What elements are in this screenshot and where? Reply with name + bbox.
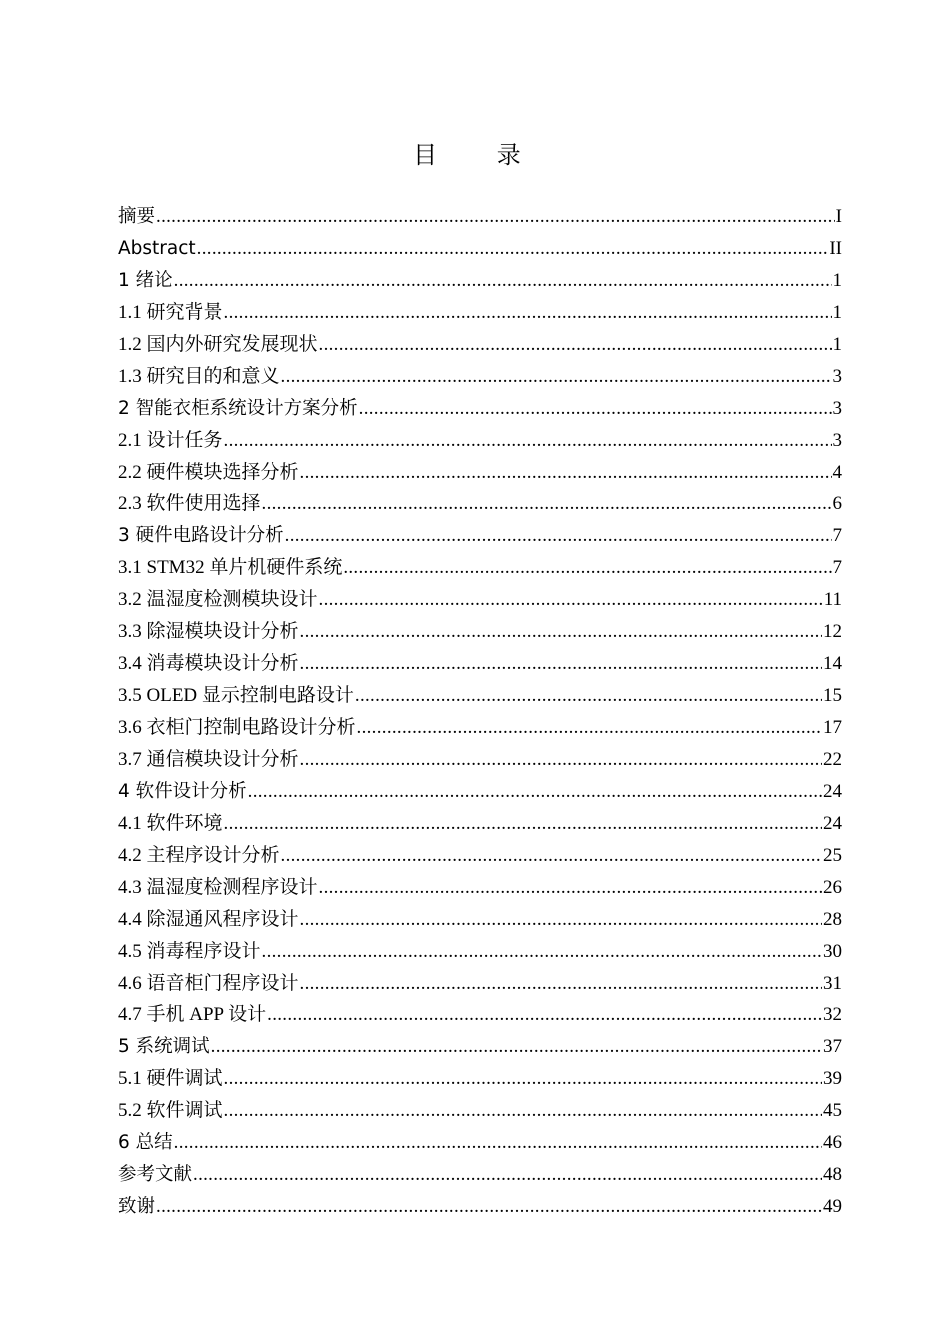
toc-page-number: 26	[823, 876, 842, 898]
toc-entry[interactable]	[118, 808, 842, 840]
toc-entry-label: 4.6 语音柜门程序设计	[118, 972, 299, 994]
toc-entry-label: 3.3 除湿模块设计分析	[118, 621, 299, 643]
toc-dot-leader	[300, 457, 832, 489]
toc-page-number: 11	[823, 589, 842, 611]
toc-page-number: 1	[832, 269, 842, 291]
toc-page-number: 24	[823, 780, 842, 802]
toc-entry-label: 4.1 软件环境	[118, 812, 223, 834]
toc-dot-leader	[319, 872, 822, 904]
toc-entry[interactable]	[118, 744, 842, 776]
toc-dot-leader	[262, 936, 822, 968]
toc-entry-label: 4.7 手机 APP 设计	[118, 1004, 267, 1026]
toc-page-number: 31	[823, 972, 842, 994]
toc-entry[interactable]	[118, 1127, 842, 1159]
toc-entry-label: 1 绪论	[118, 269, 173, 291]
toc-entry-label: 1.1 研究背景	[118, 301, 223, 323]
toc-dot-leader	[300, 744, 822, 776]
toc-entry[interactable]	[118, 936, 842, 968]
toc-entry[interactable]	[118, 840, 842, 872]
toc-entry-label: 2.3 软件使用选择	[118, 493, 261, 515]
toc-entry[interactable]	[118, 968, 842, 1000]
toc-dot-leader	[300, 648, 822, 680]
toc-page-number: 4	[832, 461, 842, 483]
toc-entry[interactable]	[118, 393, 842, 425]
toc-entry[interactable]	[118, 904, 842, 936]
toc-dot-leader	[224, 425, 832, 457]
toc-page-number: 7	[832, 557, 842, 579]
toc-dot-leader	[224, 297, 832, 329]
toc-dot-leader	[300, 904, 822, 936]
toc-entry-label: 4.3 温湿度检测程序设计	[118, 876, 318, 898]
toc-entry[interactable]	[118, 201, 842, 233]
toc-page-number: 17	[823, 717, 842, 738]
toc-page-number: 7	[832, 525, 842, 547]
toc-dot-leader	[262, 488, 832, 520]
toc-entry-label: 3.6 衣柜门控制电路设计分析	[118, 717, 356, 738]
toc-entry[interactable]	[118, 265, 842, 297]
toc-page-number: II	[829, 237, 842, 259]
toc-entry-label: 3.7 通信模块设计分析	[118, 748, 299, 770]
toc-page-number: 6	[832, 493, 842, 515]
toc-entry[interactable]	[118, 1031, 842, 1063]
toc-entry[interactable]	[118, 872, 842, 904]
toc-entry[interactable]	[118, 552, 842, 584]
toc-page-number: 12	[823, 621, 842, 643]
toc-page-number: 14	[823, 653, 842, 675]
toc-entry[interactable]	[118, 1063, 842, 1095]
toc-entry-label: 3.2 温湿度检测模块设计	[118, 589, 318, 611]
toc-entry-label: 4.5 消毒程序设计	[118, 940, 261, 962]
toc-dot-leader	[174, 265, 832, 297]
toc-page-number: 37	[823, 1036, 842, 1058]
toc-dot-leader	[224, 808, 822, 840]
toc-dot-leader	[197, 233, 829, 265]
toc-entry-label: 2 智能衣柜系统设计方案分析	[118, 397, 358, 419]
toc-entry-label: 4.4 除湿通风程序设计	[118, 908, 299, 930]
toc-entry-label: 致谢	[118, 1196, 156, 1218]
toc-entry[interactable]	[118, 329, 842, 361]
toc-entry-label: 3 硬件电路设计分析	[118, 525, 284, 547]
toc-entry[interactable]	[118, 999, 842, 1031]
toc-entry-label: 5.2 软件调试	[118, 1100, 223, 1122]
toc-page-number: 25	[823, 844, 842, 866]
toc-entry[interactable]	[118, 361, 842, 393]
toc-entry[interactable]	[118, 1191, 842, 1223]
toc-dot-leader	[156, 201, 835, 233]
toc-entry[interactable]	[118, 1095, 842, 1127]
toc-page-number: 22	[823, 748, 842, 770]
toc-title: 目 录	[413, 141, 547, 169]
toc-page-number: 3	[832, 365, 842, 387]
toc-entry[interactable]	[118, 488, 842, 520]
toc-page-number: 3	[832, 429, 842, 451]
toc-list	[118, 201, 842, 1223]
toc-dot-leader	[267, 999, 822, 1031]
toc-entry[interactable]	[118, 520, 842, 552]
toc-page-number: 49	[823, 1196, 842, 1218]
toc-page-number: I	[835, 206, 842, 227]
toc-page-number: 3	[832, 397, 842, 419]
toc-entry[interactable]	[118, 1159, 842, 1191]
toc-page-number: 1	[832, 333, 842, 355]
toc-entry-label: 3.5 OLED 显示控制电路设计	[118, 685, 354, 707]
toc-dot-leader	[343, 552, 831, 584]
toc-entry-label: 2.1 设计任务	[118, 429, 223, 451]
toc-dot-leader	[156, 1191, 822, 1223]
toc-dot-leader	[224, 1063, 822, 1095]
toc-entry-label: 1.2 国内外研究发展现状	[118, 333, 318, 355]
toc-dot-leader	[193, 1159, 822, 1191]
toc-entry[interactable]	[118, 297, 842, 329]
toc-dot-leader	[319, 584, 823, 616]
toc-entry-label: 摘要	[118, 206, 156, 227]
toc-dot-leader	[319, 329, 832, 361]
toc-page-number: 15	[823, 685, 842, 707]
toc-entry-label: Abstract	[118, 237, 196, 259]
toc-entry-label: 参考文献	[118, 1164, 193, 1186]
toc-entry-label: 3.4 消毒模块设计分析	[118, 653, 299, 675]
toc-dot-leader	[174, 1127, 822, 1159]
toc-entry[interactable]	[118, 584, 842, 616]
toc-dot-leader	[357, 712, 822, 744]
toc-entry-label: 4 软件设计分析	[118, 780, 247, 802]
toc-dot-leader	[281, 361, 832, 393]
toc-entry-label: 4.2 主程序设计分析	[118, 844, 280, 866]
toc-entry[interactable]	[118, 680, 842, 712]
toc-entry[interactable]	[118, 648, 842, 680]
toc-dot-leader	[248, 776, 822, 808]
toc-page-number: 1	[832, 301, 842, 323]
toc-dot-leader	[281, 840, 822, 872]
toc-entry-label: 2.2 硬件模块选择分析	[118, 461, 299, 483]
toc-page-number: 24	[823, 812, 842, 834]
toc-dot-leader	[300, 968, 822, 1000]
toc-entry-label: 5 系统调试	[118, 1036, 210, 1058]
toc-page-number: 39	[823, 1068, 842, 1090]
toc-page-number: 30	[823, 940, 842, 962]
toc-dot-leader	[224, 1095, 822, 1127]
toc-dot-leader	[355, 680, 822, 712]
toc-entry[interactable]	[118, 457, 842, 489]
toc-dot-leader	[359, 393, 832, 425]
toc-entry[interactable]	[118, 425, 842, 457]
toc-page-number: 46	[823, 1132, 842, 1154]
toc-page-number: 48	[823, 1164, 842, 1186]
toc-entry-label: 3.1 STM32 单片机硬件系统	[118, 557, 343, 579]
toc-entry[interactable]	[118, 712, 842, 744]
toc-entry-label: 1.3 研究目的和意义	[118, 365, 280, 387]
toc-dot-leader	[285, 520, 832, 552]
toc-entry[interactable]	[118, 616, 842, 648]
toc-page-number: 32	[823, 1004, 842, 1026]
toc-page-number: 28	[823, 908, 842, 930]
toc-dot-leader	[300, 616, 822, 648]
toc-entry[interactable]	[118, 776, 842, 808]
toc-entry[interactable]	[118, 233, 842, 265]
toc-entry-label: 5.1 硬件调试	[118, 1068, 223, 1090]
toc-page-number: 45	[823, 1100, 842, 1122]
toc-dot-leader	[211, 1031, 822, 1063]
toc-entry-label: 6 总结	[118, 1132, 173, 1154]
